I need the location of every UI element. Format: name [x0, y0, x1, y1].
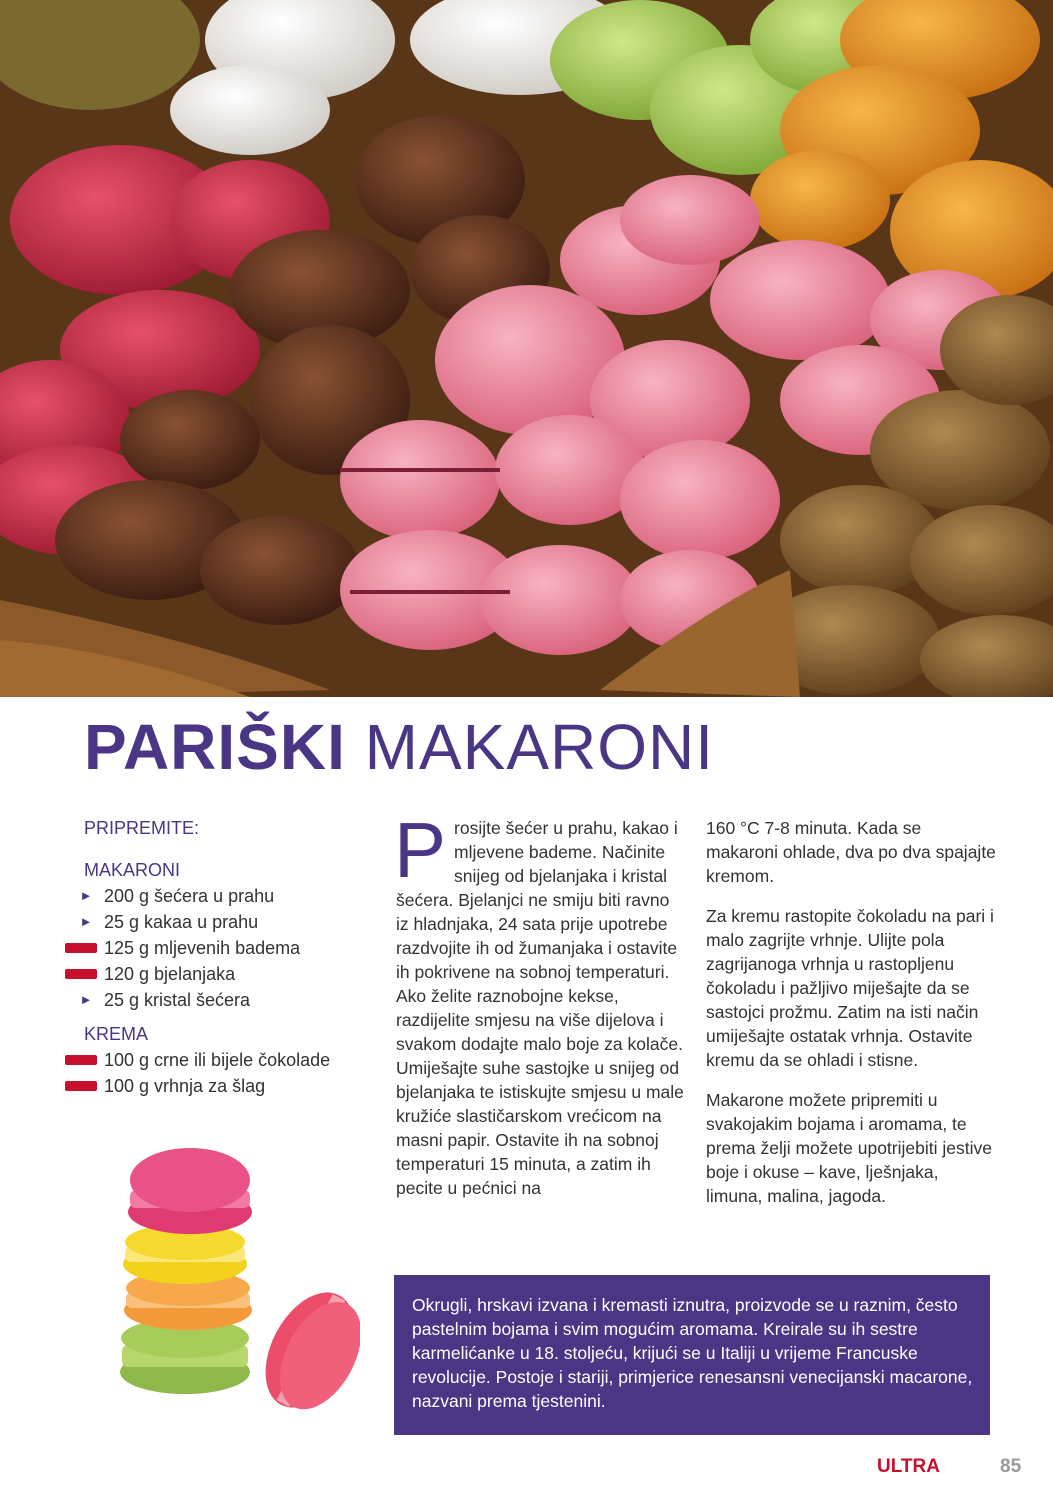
title-part1: PARIŠKI — [84, 711, 346, 783]
arrow-bullet-icon: ► — [79, 992, 93, 1007]
method-column-2 — [706, 816, 996, 1224]
method-paragraph: Makarone možete pripremiti u svakojakim bojama i aromama, te prema želji možete upotrijebiti jestive boje i okuse – kave, lješnjaka, limuna, malina, jagoda. — [706, 1090, 992, 1206]
ingredient-text: 120 g bjelanjaka — [104, 964, 236, 984]
ultra-plus-tag-icon — [65, 1081, 97, 1091]
page-title — [84, 711, 714, 783]
ingredients-list — [64, 815, 364, 1099]
arrow-bullet-icon: ► — [79, 888, 93, 903]
page-number: 85 — [1000, 1456, 1022, 1477]
ingredient-text: 125 g mljevenih badema — [104, 938, 301, 958]
ingredient-item — [64, 987, 364, 1013]
ingredient-text: 25 g kakaa u prahu — [104, 912, 259, 932]
method-paragraph: Za kremu rastopite čokoladu na pari i malo zagrijte vrhnje. Ulijte pola zagrijanoga vrhnja u rastopljenu čokoladu i pažljivo miješajte da se sastojci prožmu. Zatim na isti način umiješajte ostatak vrhnja. Ostavite kremu da se ohladi i stisne. — [706, 906, 994, 1070]
ultra-plus-tag-icon — [65, 1055, 97, 1065]
ingredient-item — [64, 1047, 364, 1073]
method-column-1 — [394, 806, 686, 1216]
macaron-stack-image — [110, 1140, 360, 1410]
ingredient-item — [64, 1073, 364, 1099]
hero-photo — [0, 0, 1053, 697]
method-paragraph: 160 °C 7-8 minuta. Kada se makaroni ohlade, dva po dva spajajte kremom. — [706, 818, 996, 886]
makaroni-subheading: MAKARONI — [84, 860, 181, 880]
ingredient-item — [64, 961, 364, 987]
macaron-stack-illustration — [110, 1140, 360, 1410]
ingredient-item — [64, 935, 364, 961]
ingredients-heading: PRIPREMITE: — [84, 818, 200, 838]
macarons-basket-illustration — [0, 0, 1053, 697]
ultra-plus-tag-icon — [65, 969, 97, 979]
brand-logo: ULTRA — [877, 1456, 940, 1477]
arrow-bullet-icon: ► — [79, 914, 93, 929]
drop-cap: P — [394, 806, 447, 894]
ingredient-text: 100 g vrhnja za šlag — [104, 1076, 266, 1096]
title-part2: MAKARONI — [364, 711, 714, 783]
ingredient-text: 100 g crne ili bijele čokolade — [104, 1050, 331, 1070]
ingredient-item — [64, 909, 364, 935]
ingredient-item — [64, 883, 364, 909]
info-box-text: Okrugli, hrskavi izvana i kremasti iznutra, proizvode se u raznim, često pastelnim bojama i svim mogućim aromama. Kreirale su ih sestre karmelićanke u 18. stoljeću, krijući se u Italiji u vrijeme Francuske revolucije. Postoje i stariji, primjerice renesansni venecijanski macarone, nazvani prema tjestenini. — [412, 1295, 973, 1411]
method-text: rosijte šećer u prahu, kakao i mljevene bademe. Načinite snijeg od bjelanjaka i kristal šećera. Bjelanjci ne smiju biti ravno iz hladnjaka, 24 sata prije upotrebe razdvojite ih od žumanjaka i ostavite ih pokrivene na sobnoj temperaturi. Ako želite raznobojne kekse, razdijelite smjesu na više dijelova i svakom dodajte malo boje za kolače. Umiješajte suhe sastojke u snijeg od bjelanjaka te istiskujte smjesu u male kružiće slastičarskom vrećicom na masni papir. Ostavite ih na sobnoj temperaturi 15 minuta, a zatim ih pecite u pećnici na — [396, 818, 684, 1198]
krema-subheading: KREMA — [84, 1024, 149, 1044]
ingredient-text: 25 g kristal šećera — [104, 990, 251, 1010]
ingredient-text: 200 g šećera u prahu — [104, 886, 275, 906]
info-box — [394, 1275, 990, 1435]
ultra-plus-tag-icon — [65, 943, 97, 953]
